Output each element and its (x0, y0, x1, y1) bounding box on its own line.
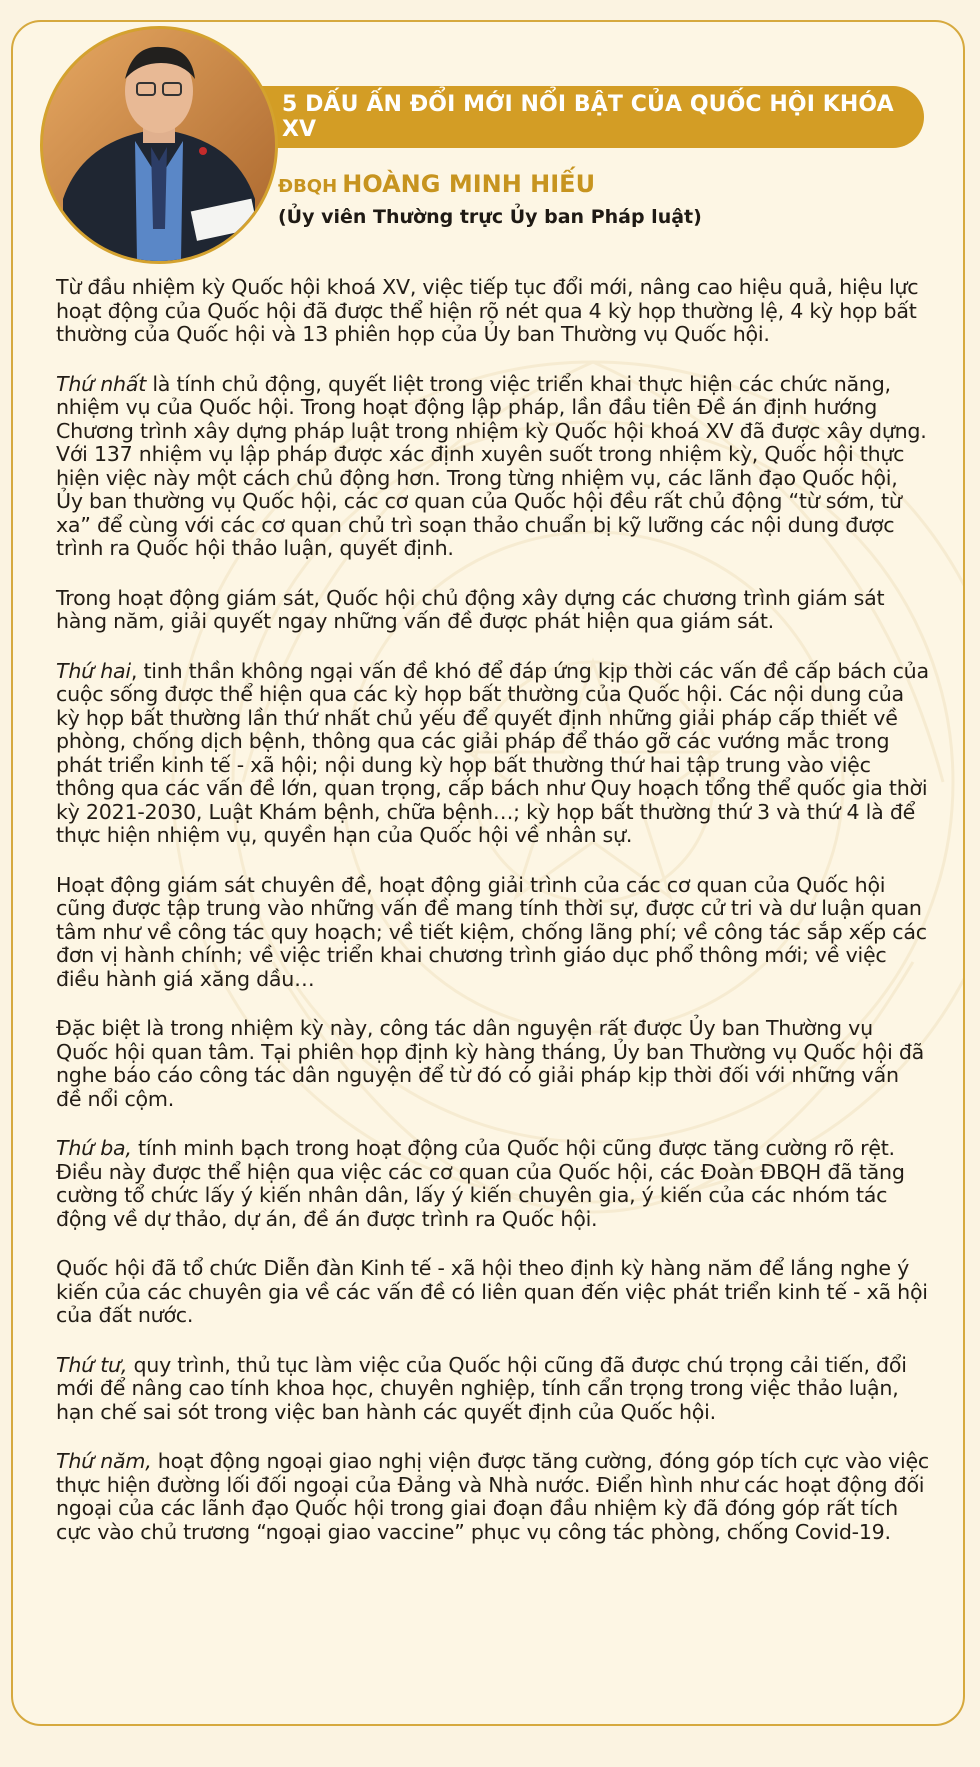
paragraph-4 (56, 660, 930, 848)
paragraph-text: tính minh bạch trong hoạt động của Quốc hội cũng được tăng cường rõ rệt. Điều này được thể hiện qua việc các cơ quan của Quốc hội, các Đoàn ĐBQH đã tăng cường tổ chức lấy ý kiến nhân dân, lấy ý kiến chuyên gia, ý kiến của các nhóm tác động về dự thảo, dự án, đề án được trình ra Quốc hội. (56, 1136, 905, 1231)
paragraph-6 (56, 1017, 930, 1111)
paragraph-1 (56, 276, 930, 347)
paragraph-8 (56, 1257, 930, 1328)
paragraph-3 (56, 587, 930, 634)
paragraph-text: Quốc hội đã tổ chức Diễn đàn Kinh tế - xã hội theo định kỳ hàng năm để lắng nghe ý kiến của các chuyên gia về các vấn đề có liên quan đến việc phát triển kinh tế - xã hội của đất nước. (56, 1256, 928, 1327)
paragraph-text: Đặc biệt là trong nhiệm kỳ này, công tác dân nguyện rất được Ủy ban Thường vụ Quốc hội quan tâm. Tại phiên họp định kỳ hàng tháng, Ủy ban Thường vụ Quốc hội đã nghe báo cáo công tác dân nguyện để từ đó có giải pháp kịp thời đối với những vấn đề nổi cộm. (56, 1016, 925, 1111)
paragraph-text: , tinh thần không ngại vấn đề khó để đáp ứng kịp thời các vấn đề cấp bách của cuộc sống được thể hiện qua các kỳ họp bất thường của Quốc hội. Các nội dung của kỳ họp bất thường lần thứ nhất chủ yếu để quyết định những giải pháp cấp thiết về phòng, chống dịch bệnh, thông qua các giải pháp để tháo gỡ các vướng mắc trong phát triển kinh tế - xã hội; nội dung kỳ họp bất thường thứ hai tập trung vào việc thông qua các vấn đề lớn, quan trọng, cấp bách như Quy hoạch tổng thể quốc gia thời kỳ 2021-2030, Luật Khám bệnh, chữa bệnh…; kỳ họp bất thường thứ 3 và thứ 4 là để thực hiện nhiệm vụ, quyền hạn của Quốc hội về nhân sự. (56, 658, 929, 847)
paragraph-text: Từ đầu nhiệm kỳ Quốc hội khoá XV, việc tiếp tục đổi mới, nâng cao hiệu quả, hiệu lực hoạt động của Quốc hội đã được thể hiện rõ nét qua 4 kỳ họp thường lệ, 4 kỳ họp bất thường của Quốc hội và 13 phiên họp của Ủy ban Thường vụ Quốc hội. (56, 275, 919, 346)
portrait-image (43, 29, 275, 261)
paragraph-text: Hoạt động giám sát chuyên đề, hoạt động giải trình của các cơ quan của Quốc hội cũng được tập trung vào những vấn đề mang tính thời sự, được cử tri và dư luận quan tâm như về công tác quy hoạch; về tiết kiệm, chống lãng phí; về công tác sắp xếp các đơn vị hành chính; về việc triển khai chương trình giáo dục phổ thông mới; về việc điều hành giá xăng dầu… (56, 872, 927, 991)
paragraph-text: hoạt động ngoại giao nghị viện được tăng cường, đóng góp tích cực vào việc thực hiện đường lối đối ngoại của Đảng và Nhà nước. Điển hình như các hoạt động đối ngoại của các lãnh đạo Quốc hội trong giai đoạn đầu nhiệm kỳ đã đóng góp rất tích cực vào chủ trương “ngoại giao vaccine” phục vụ công tác phòng, chống Covid-19. (56, 1449, 929, 1544)
paragraph-lead: Thứ ba, (56, 1136, 132, 1160)
paragraph-9 (56, 1354, 930, 1425)
author-portrait (40, 26, 278, 264)
title-banner (240, 86, 924, 148)
author-block (278, 168, 702, 231)
paragraph-10 (56, 1450, 930, 1544)
paragraph-lead: Thứ hai (56, 658, 131, 683)
paragraph-text: là tính chủ động, quyết liệt trong việc triển khai thực hiện các chức năng, nhiệm vụ của Quốc hội. Trong hoạt động lập pháp, lần đầu tiên Đề án định hướng Chương trình xây dựng pháp luật trong nhiệm kỳ Quốc hội khoá XV đã được xây dựng. Với 137 nhiệm vụ lập pháp được xác định xuyên suốt trong nhiệm kỳ, Quốc hội thực hiện việc này một cách chủ động hơn. Trong từng nhiệm vụ, các lãnh đạo Quốc hội, Ủy ban thường vụ Quốc hội, các cơ quan của Quốc hội đều rất chủ động “từ sớm, từ xa” để cùng với các cơ quan chủ trì soạn thảo chuẩn bị kỹ lưỡng các nội dung được trình ra Quốc hội thảo luận, quyết định. (56, 371, 927, 560)
paragraph-lead: Thứ tư, (56, 1352, 128, 1377)
paragraph-text: Trong hoạt động giám sát, Quốc hội chủ động xây dựng các chương trình giám sát hàng năm, giải quyết ngay những vấn đề được phát hiện qua giám sát. (56, 585, 885, 633)
paragraph-7 (56, 1137, 930, 1231)
paragraph-5 (56, 874, 930, 992)
author-role: (Ủy viên Thường trực Ủy ban Pháp luật) (278, 206, 702, 228)
paragraph-2 (56, 373, 930, 561)
paragraph-text: quy trình, thủ tục làm việc của Quốc hội cũng đã được chú trọng cải tiến, đổi mới để nâng cao tính khoa học, chuyên nghiệp, tính cẩn trọng trong việc thảo luận, hạn chế sai sót trong việc ban hành các quyết định của Quốc hội. (56, 1352, 907, 1424)
author-name-line (278, 168, 702, 203)
article-title: 5 DẤU ẤN ĐỔI MỚI NỔI BẬT CỦA QUỐC HỘI KHÓA XV (282, 92, 894, 142)
paragraph-lead: Thứ năm, (56, 1449, 152, 1473)
author-prefix: ĐBQH (278, 176, 338, 197)
author-name: HOÀNG MINH HIẾU (342, 170, 596, 198)
paragraph-lead: Thứ nhất (56, 371, 147, 396)
article-body (56, 276, 930, 1570)
